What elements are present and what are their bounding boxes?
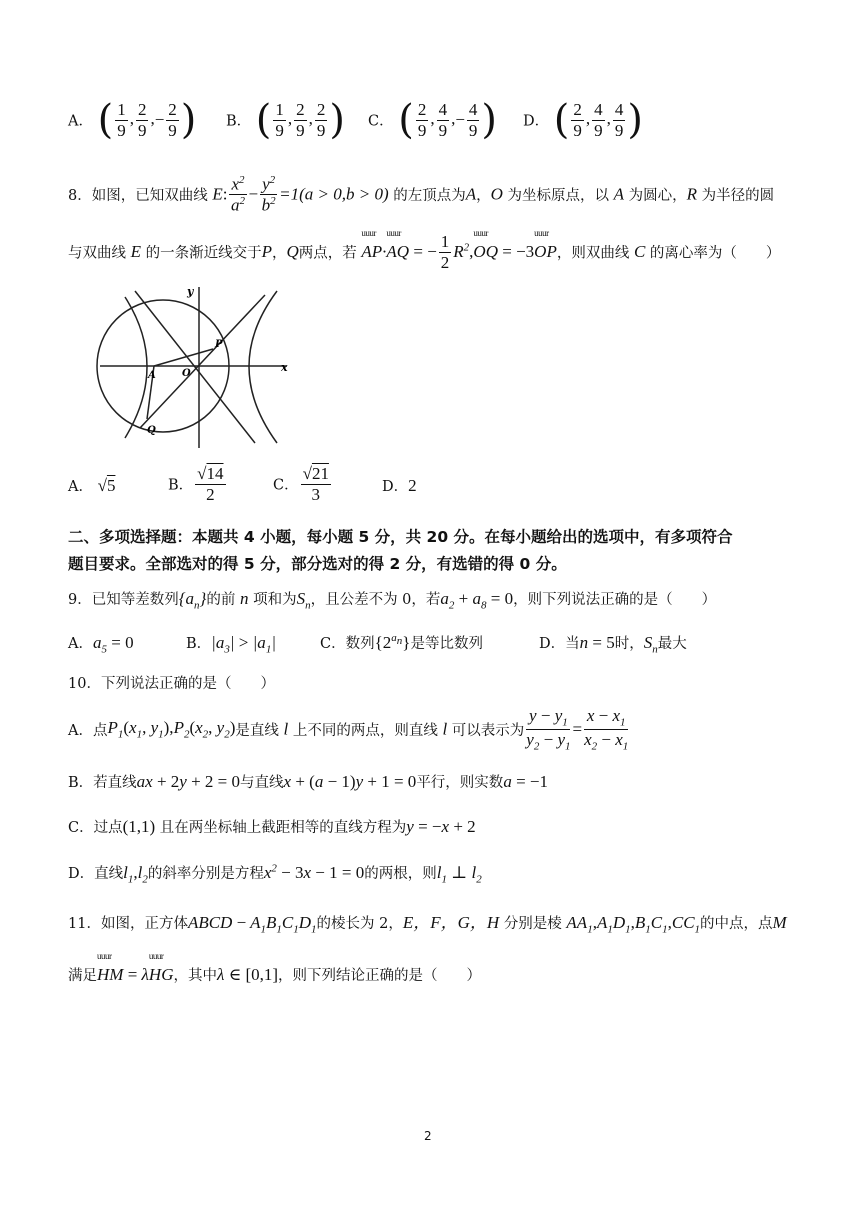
question-text: 满足 (68, 968, 97, 984)
option-text: A．点 (68, 723, 108, 740)
math-var: E (130, 242, 141, 262)
denominator: 9 (296, 120, 305, 140)
numerator: 2 (417, 100, 427, 119)
fraction (416, 100, 429, 140)
fraction (467, 100, 480, 140)
q10-option-c: C．过点(1,1) 且在两坐标轴上截距相等的直线方程为y = −x + 2 (68, 817, 476, 836)
label-o: O (182, 368, 191, 379)
q8-line2: 与双曲线 E 的一条渐近线交于P，Q两点，若 uuur AP·uuur AQ = − $\frac{1}{2}$ $R^2,uuur$ OQ = −3uuur OP，则双曲线 C 的离心率为（ ） (68, 232, 780, 272)
numerator: 2 (296, 100, 305, 119)
math-condition: =1(a > 0,b > 0) (279, 184, 389, 204)
option-label: C．数列 (320, 636, 375, 652)
fraction (294, 100, 307, 140)
fraction (315, 100, 328, 140)
fraction: $\frac{x - x_1}{x_2 - x_1}$ (584, 706, 629, 753)
label-p: P (215, 339, 223, 350)
math-var: A (613, 184, 625, 204)
question-text: 为坐标原点，以 (507, 188, 610, 205)
q8-option-d (382, 475, 417, 496)
question-text: ，其中 (173, 968, 217, 984)
fraction: $\frac{x^2}{a^2}$ (230, 174, 245, 215)
paren-left: ( (255, 97, 272, 144)
section2-heading-line2: 题目要求。全部选对的得 5 分，部分选对的得 2 分，有选错的得 0 分。 (68, 555, 567, 573)
question-text: 分别是棱 (503, 916, 562, 932)
fraction: $\frac{1}{2}$ (440, 232, 450, 272)
question-text: ，则下列说法正确的是（ ） (513, 592, 717, 608)
option-value: 2 (408, 476, 417, 495)
paren-left: ( (398, 97, 414, 144)
option-text: 是直线 (235, 723, 279, 740)
denominator: 9 (168, 120, 177, 140)
option-text: 的斜率分别是方程 (147, 866, 264, 882)
math-var: A (465, 184, 477, 204)
numerator: 2 (137, 100, 147, 119)
numerator: 4 (614, 100, 624, 119)
denominator: 9 (137, 120, 147, 140)
q8-option-a: A． √5 (68, 476, 116, 495)
numerator: 4 (468, 100, 478, 119)
question-text: ，则下列结论正确的是（ ） (278, 968, 482, 984)
option-text: 可以表示为 (451, 723, 525, 740)
denominator: 9 (417, 120, 427, 140)
q8-line1: 8．如图，已知双曲线 E: $\frac{x^2}{a^2}$ − $\frac{y^2}{b^2}$ =1(a > 0,b > 0) 的左顶点为A，O 为坐标原点，以 A 为圆心，R 为半径的圆 (68, 174, 775, 215)
numerator: 2 (168, 100, 177, 119)
fraction (273, 100, 286, 140)
denominator: 9 (117, 120, 126, 140)
numerator: 2 (573, 100, 582, 119)
sign: − (154, 110, 165, 130)
fraction: $\frac{√21}{3}$ (302, 464, 329, 504)
math-var: C (633, 242, 646, 262)
q9-option-b: B．$|a_3| > |a_1|$ (186, 633, 276, 656)
radicand: 21 (311, 464, 329, 483)
paren-left: ( (97, 97, 114, 144)
question-text: 的棱长为 2， (316, 916, 403, 932)
option-text: 时， (614, 636, 644, 652)
q10-option-a: A．点$P_1(x_1$, $y_1),P_2(x_2$, $y_2$)是直线 l 上不同的两点，则直线 l 可以表示为 $\frac{y - y_1}{y_2 - y_1}$ = $\frac{x - x_1}{x_2 - x_1}$ (68, 706, 629, 753)
math-var: n (239, 589, 249, 608)
denominator: 9 (594, 120, 603, 140)
option-text: 最大 (657, 636, 687, 652)
option-label: B． (226, 113, 252, 130)
fraction (115, 100, 128, 140)
fraction (136, 100, 149, 140)
paren-left: ( (553, 97, 570, 144)
page-number: 2 (424, 1129, 432, 1143)
option-text: 是等比数列 (410, 636, 483, 652)
math-var: l (283, 719, 289, 739)
numerator: 1 (117, 100, 126, 119)
question-text: 的前 (206, 592, 236, 608)
label-y: y (187, 285, 194, 298)
question-text: 的左顶点为 (393, 188, 466, 205)
option-text: C．过点 (68, 820, 123, 836)
denominator: 9 (316, 120, 326, 140)
fraction: $\frac{√14}{2}$ (197, 464, 224, 504)
q9-stem: 9．已知等差数列$\{a_n\}$的前 n 项和为$S_n$，且公差不为 0，若$a_2 + a_8 = 0$，则下列说法正确的是（ ） (68, 589, 717, 612)
option-text: D．直线 (68, 866, 124, 882)
question-text: 两点，若 (298, 245, 357, 262)
option-text: B．若直线 (68, 775, 137, 791)
q7-option-a: A． ( $\frac{1}{9}$ , $\frac{2}{9}$ ,− $\frac{2}{9}$ ) (68, 97, 197, 144)
option-label: B． (168, 477, 194, 494)
option-label: D．当 (539, 636, 580, 652)
question-text: 11．如图，正方体 (68, 916, 188, 932)
hyperbola-left-branch (125, 297, 147, 438)
question-text: 项和为 (253, 592, 297, 608)
hyperbola-right-branch (249, 291, 277, 443)
numerator: 4 (594, 100, 603, 119)
math-var: l (442, 719, 448, 739)
radicand: 5 (106, 476, 116, 495)
q10-option-b: B．若直线ax + 2y + 2 = 0与直线x + (a − 1)y + 1 = 0平行，则实数a = −1 (68, 772, 548, 791)
q9-option-c: C．数列$\{2^{a_n}\}$是等比数列 (320, 632, 483, 652)
denominator: 2 (206, 484, 215, 504)
option-label: D． (523, 113, 550, 130)
label-q: Q (147, 425, 156, 436)
fraction (613, 100, 626, 140)
q9-option-a: A．$a_5 = 0$ (68, 633, 134, 656)
asymptote-1 (135, 291, 255, 443)
option-label: C． (273, 477, 299, 494)
q11-line1: 11．如图，正方体ABCD − $A_1B_1C_1D_1$的棱长为 2，E，F，G，H 分别是棱 $AA_1,A_1D_1,B_1C_1,CC_1$的中点，点M (68, 913, 787, 936)
q7-option-d: D． ( $\frac{2}{9}$ , $\frac{4}{9}$ , $\frac{4}{9}$ ) (523, 97, 643, 144)
numerator: 4 (438, 100, 448, 119)
numerator: 1 (275, 100, 284, 119)
option-label: D． (382, 479, 409, 495)
denominator: 9 (468, 120, 478, 140)
q7-option-c: C． ( $\frac{2}{9}$ , $\frac{4}{9}$ ,− $\frac{4}{9}$ ) (368, 97, 498, 144)
math-var: E (212, 184, 223, 204)
math-var: P (261, 242, 272, 262)
question-text: 的一条渐近线交于 (145, 245, 262, 262)
option-text: 平行，则实数 (416, 775, 504, 791)
denominator: 9 (438, 120, 448, 140)
paren-right: ) (627, 97, 643, 144)
question-text: 的离心率为（ ） (649, 245, 781, 262)
label-x: x (281, 361, 288, 374)
option-label: A． (68, 636, 93, 652)
question-text: 为圆心， (628, 188, 687, 205)
fraction (166, 100, 179, 140)
option-label: A． (68, 479, 93, 495)
numerator: 2 (316, 100, 326, 119)
option-text: 与直线 (240, 775, 284, 791)
asymptote-2 (140, 295, 265, 428)
q8-figure (95, 283, 295, 451)
question-text: 9．已知等差数列 (68, 592, 179, 608)
option-text: 上不同的两点，则直线 (292, 723, 438, 740)
denominator: 9 (614, 120, 624, 140)
fraction (571, 100, 584, 140)
fraction: $\frac{y - y_1}{y_2 - y_1}$ (526, 706, 571, 753)
q7-option-b: B． ( $\frac{1}{9}$ , $\frac{2}{9}$ , $\frac{2}{9}$ ) (226, 97, 345, 144)
math-var: M (772, 913, 787, 932)
question-text: ，则双曲线 (556, 245, 630, 262)
option-label: C． (368, 113, 394, 130)
math-vars: E，F，G，H (402, 913, 500, 932)
denominator: 9 (275, 120, 284, 140)
vector-eq: uuur AP·uuur AQ = − (361, 242, 436, 261)
question-text: 8．如图，已知双曲线 (68, 188, 208, 205)
q8-option-c (273, 464, 333, 504)
q11-line2: 满足uuur HM = λuuur HG，其中λ ∈ [0,1]，则下列结论正确的是（ ） (68, 964, 481, 985)
math-var: R (686, 184, 698, 204)
q9-option-d: D．当n = 5时，$S_n$最大 (539, 633, 687, 656)
math-var: O (490, 184, 503, 204)
denominator: 9 (573, 120, 582, 140)
option-label: A． (68, 113, 93, 130)
math-var: Q (286, 242, 299, 262)
question-text: ，且公差不为 0，若 (310, 592, 441, 608)
section2-heading-line1: 二、多项选择题：本题共 4 小题，每小题 5 分，共 20 分。在每小题给出的选项中，有多项符合 (68, 528, 733, 546)
fraction (592, 100, 605, 140)
option-text: 的两根，则 (364, 866, 437, 882)
q10-option-d: D．直线$l_1,l_2$的斜率分别是方程$x^2 - 3x - 1 = 0$的两根，则$l_1$ ⊥ $l_2$ (68, 862, 482, 886)
fraction: $\frac{y^2}{b^2}$ (261, 174, 276, 215)
question-text: 的中点，点 (700, 916, 773, 932)
denominator: 3 (311, 484, 321, 504)
fraction (437, 100, 450, 140)
option-text: 且在两坐标轴上截距相等的直线方程为 (159, 820, 407, 836)
q10-stem: 10．下列说法正确的是（ ） (68, 676, 275, 692)
label-a: A (148, 370, 156, 381)
paren-right: ) (180, 97, 197, 144)
paren-right: ) (329, 97, 345, 144)
option-label: B． (186, 636, 212, 652)
q7-options (68, 97, 828, 150)
sign: − (455, 110, 465, 130)
q8-options (68, 464, 568, 514)
radicand: 14 (206, 464, 224, 483)
question-text: 与双曲线 (68, 245, 126, 262)
question-text: 为半径的圆 (701, 188, 775, 205)
paren-right: ) (481, 97, 498, 144)
q8-option-b (168, 464, 228, 504)
